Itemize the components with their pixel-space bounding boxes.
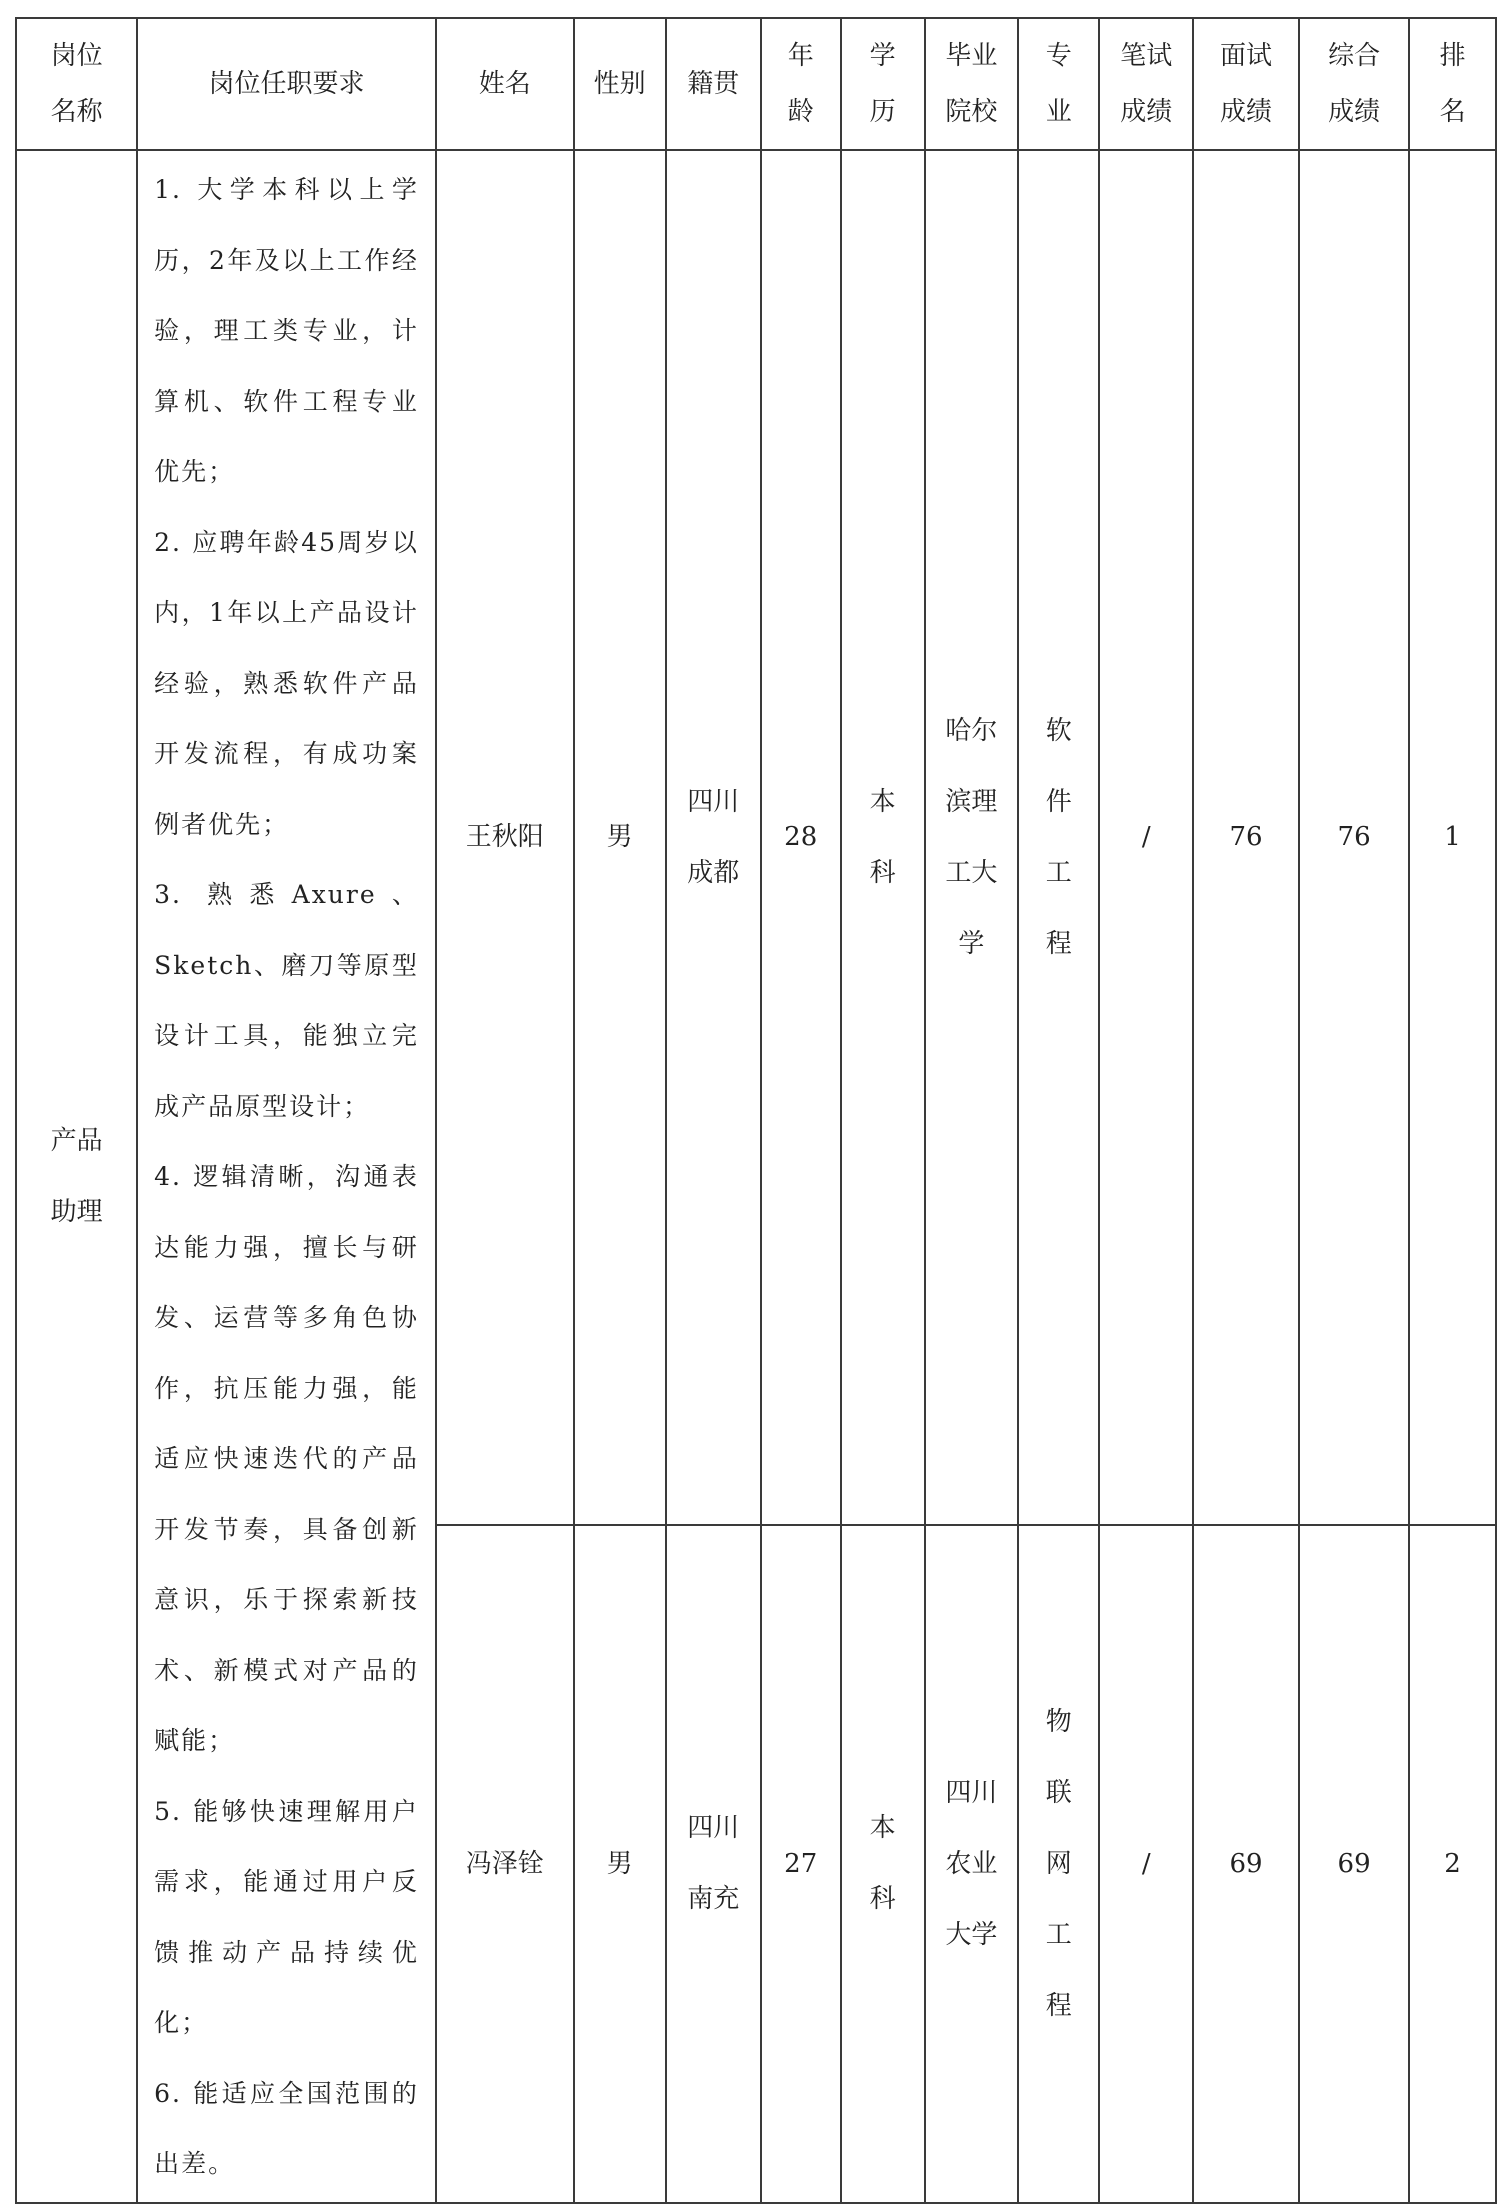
candidate-school: 四川 农业 大学 [925, 1525, 1019, 2203]
requirement-item: 3. 熟悉Axure、Sketch、磨刀等原型设计工具，能独立完成产品原型设计； [154, 880, 419, 1121]
candidate-rank: 1 [1409, 150, 1496, 1525]
candidate-origin: 四川 成都 [666, 150, 761, 1525]
header-rank: 排 名 [1409, 18, 1496, 150]
header-total-score: 综合 成绩 [1299, 18, 1409, 150]
candidate-total-score: 69 [1299, 1525, 1409, 2203]
candidate-education: 本 科 [841, 1525, 925, 2203]
candidate-gender: 男 [574, 150, 666, 1525]
header-origin: 籍贯 [666, 18, 761, 150]
header-position: 岗位 名称 [16, 18, 137, 150]
candidate-origin: 四川 南充 [666, 1525, 761, 2203]
candidate-name: 冯泽铨 [436, 1525, 574, 2203]
header-major: 专 业 [1018, 18, 1099, 150]
header-school: 毕业 院校 [925, 18, 1019, 150]
header-requirements: 岗位任职要求 [137, 18, 436, 150]
requirement-item: 6. 能适应全国范围的出差。 [154, 2078, 419, 2178]
candidate-interview-score: 76 [1193, 150, 1299, 1525]
requirement-item: 2. 应聘年龄45周岁以内，1年以上产品设计经验，熟悉软件产品开发流程，有成功案例者优先； [154, 527, 419, 839]
candidate-age: 28 [761, 150, 841, 1525]
candidate-row [16, 150, 1496, 1525]
candidate-total-score: 76 [1299, 150, 1409, 1525]
candidate-name: 王秋阳 [436, 150, 574, 1525]
requirements-cell [137, 150, 436, 2203]
header-education: 学 历 [841, 18, 925, 150]
recruitment-results-table [15, 17, 1497, 2204]
candidate-school: 哈尔 滨理 工大 学 [925, 150, 1019, 1525]
candidate-written-score: / [1099, 1525, 1193, 2203]
header-gender: 性别 [574, 18, 666, 150]
header-age: 年 龄 [761, 18, 841, 150]
candidate-rank: 2 [1409, 1525, 1496, 2203]
candidate-interview-score: 69 [1193, 1525, 1299, 2203]
header-row [16, 18, 1496, 150]
requirement-item: 5. 能够快速理解用户需求，能通过用户反馈推动产品持续优化； [154, 1796, 419, 2037]
candidate-major: 软 件 工 程 [1018, 150, 1099, 1525]
header-name: 姓名 [436, 18, 574, 150]
candidate-written-score: / [1099, 150, 1193, 1525]
candidate-education: 本 科 [841, 150, 925, 1525]
requirement-item: 4. 逻辑清晰，沟通表达能力强，擅长与研发、运营等多角色协作，抗压能力强，能适应快速迭代的产品开发节奏，具备创新意识，乐于探索新技术、新模式对产品的赋能； [154, 1162, 419, 1755]
candidate-gender: 男 [574, 1525, 666, 2203]
header-interview-score: 面试 成绩 [1193, 18, 1299, 150]
position-cell: 产品 助理 [16, 150, 137, 2203]
header-written-score: 笔试 成绩 [1099, 18, 1193, 150]
candidate-major: 物 联 网 工 程 [1018, 1525, 1099, 2203]
requirement-item: 1. 大学本科以上学历，2年及以上工作经验，理工类专业，计算机、软件工程专业优先； [154, 175, 419, 486]
candidate-age: 27 [761, 1525, 841, 2203]
